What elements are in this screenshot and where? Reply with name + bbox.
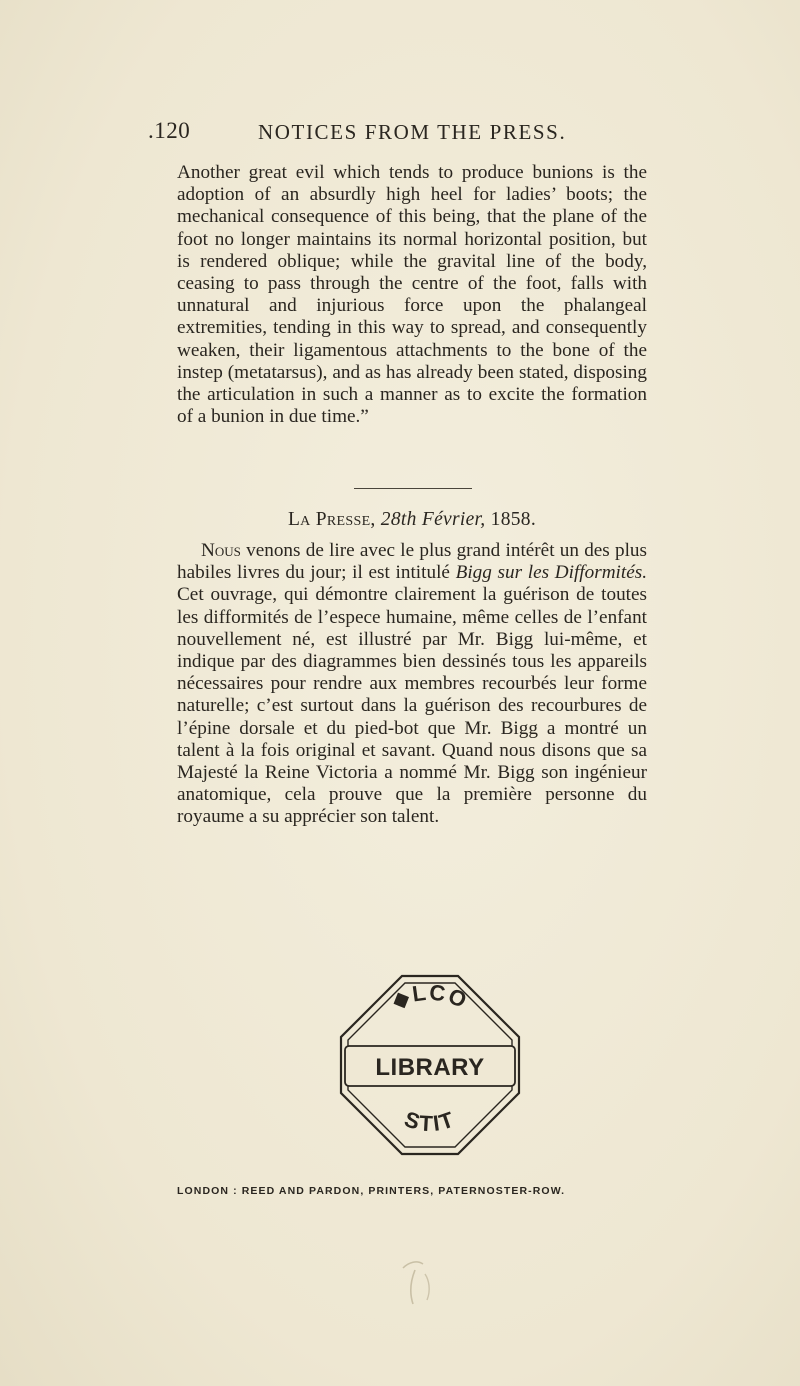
paragraph-text-after-title: Cet ouvrage, qui démontre clairement la guérison de toutes les difformités de l’espece humaine, même celles de l’enfant nouvellement né, est illustré par Mr. Bigg lui-même, et indique par des diagrammes bien dessinés tous les appareils nécessaires pour rendre aux membres recourbés leur forme naturelle; c’est surtout dans la guérison des recourbures de l’épine dorsale et du pied-bot que Mr. Bigg a montré un talent à la fois original et savant. Quand nous disons que sa Majesté la Reine Victoria a nommé Mr. Bigg son ingénieur anatomique, cela prouve que la première personne du royaume a su apprécier son talent. [177, 584, 647, 828]
printer-imprint: LONDON : REED AND PARDON, PRINTERS, PATERNOSTER-ROW. [177, 1185, 566, 1197]
page-number: .120 [148, 118, 191, 143]
date-day: 28th [380, 509, 417, 530]
stamp-arc-top: ◆LCO [387, 979, 473, 1014]
paragraph-text-before-title: venons de lire avec le plus grand intérêt un des plus habiles livres du jour; il est intitulé [177, 540, 647, 584]
page-header [148, 118, 668, 146]
stamp-arc-bottom: STIT [401, 1106, 459, 1137]
paragraph-la-presse [177, 540, 647, 829]
paragraph-lead-word: Nous [201, 540, 241, 561]
source-name: La Presse, [287, 509, 376, 530]
running-head: NOTICES FROM THE PRESS. [258, 120, 567, 144]
pencil-mark [395, 1240, 445, 1310]
paragraph-bunions: Another great evil which tends to produce bunions is the adoption of an absurdly high heel for ladies’ boots; the mechanical consequence of this being, that the plane of the foot no longer maintains its normal horizontal position, but is rendered oblique; while the gravital line of the body, ceasing to pass through the centre of the foot, falls with unnatural and injurious force upon the phalangeal extremities, tending in this way to spread, and consequently weaken, their ligamentous attachments to the bone of the instep (metatarsus), and as has already been stated, disposing the articulation in such a manner as to excite the formation of a bunion in due time.” [177, 162, 647, 428]
book-title: Bigg sur les Difformités. [455, 562, 648, 584]
date-month: Février, [421, 509, 486, 530]
section-heading [177, 509, 647, 531]
library-stamp [335, 970, 525, 1160]
stamp-label: LIBRARY [375, 1054, 485, 1081]
date-year: 1858. [490, 509, 537, 530]
section-divider [354, 488, 472, 489]
